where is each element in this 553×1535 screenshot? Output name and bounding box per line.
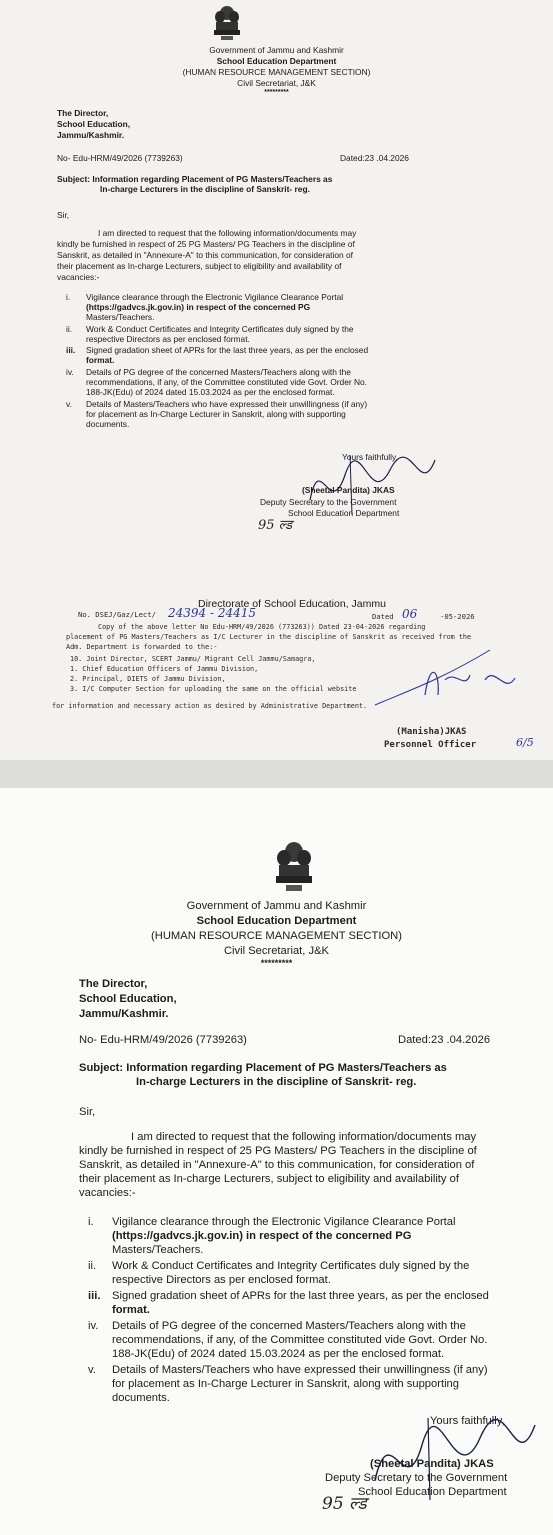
body-line: kindly be furnished in respect of 25 PG Masters/ PG Teachers in the discipline of [79,1145,477,1157]
item-line: Details of Masters/Teachers who have expressed their unwillingness (if any) [86,399,368,409]
item-line: respective Directors as per enclosed format. [86,334,250,344]
secretariat-name: Civil Secretariat, J&K [237,78,316,88]
signatory-department: School Education Department [288,508,400,518]
officer-initials: 6/5 [516,736,534,749]
copy-line: placement of PG Masters/Teachers as I/C Lecturer in the discipline of Sanskrit as received from the [66,633,472,641]
body-line: Sanskrit, as detailed in "Annexure-A" to this communication, for consideration of [79,1159,475,1171]
recipient-item: 3. I/C Computer Section for uploading the same on the official website [70,685,357,693]
subject-line-2: In-charge Lecturers in the discipline of Sanskrit- reg. [100,184,310,194]
subject-line-1: Subject: Information regarding Placement of PG Masters/Teachers as [57,174,333,184]
officer-name: (Manisha)JKAS [396,727,467,737]
government-name: Government of Jammu and Kashmir [209,45,344,55]
body-line: I am directed to request that the following information/documents may [131,1131,477,1143]
body-line: I am directed to request that the following information/documents may [98,228,357,238]
body-line: vacancies:- [79,1187,136,1199]
copy-line: Copy of the above letter No Edu-HRM/49/2026 (773263)) Dated 23-04-2026 regarding [98,623,426,631]
item-line: recommendations, if any, of the Committee constituted vide Govt. Order No. [112,1334,488,1346]
addressee-line: Jammu/Kashmir. [57,130,125,140]
salutation: Sir, [79,1106,96,1118]
subject-line-2: In-charge Lecturers in the discipline of Sanskrit- reg. [136,1076,417,1088]
item-line: documents. [86,419,130,429]
item-line: (https://gadvcs.jk.gov.in) in respect of the concerned PG [86,302,311,312]
item-line: Details of PG degree of the concerned Masters/Teachers along with the [86,367,351,377]
item-number: v. [66,399,72,409]
signatory-designation: Deputy Secretary to the Government [260,497,397,507]
endorsement-date-handwritten: 06 [402,607,418,621]
item-line: 188-JK(Edu) of 2024 dated 15.03.2024 as per the enclosed format. [86,387,335,397]
closing: Yours faithfully, [342,452,398,462]
state-emblem-icon [210,4,244,42]
section-name: (HUMAN RESOURCE MANAGEMENT SECTION) [151,930,402,942]
officer-signature-scribble [370,640,540,710]
signatory-initials: 95 ल्ड [322,1494,367,1514]
state-emblem-icon [271,840,317,894]
reference-number: No- Edu-HRM/49/2026 (7739263) [79,1034,247,1046]
addressee-line: School Education, [79,993,177,1005]
body-line: their placement as In-charge Lecturers, subject to eligibility and availability of [57,261,342,271]
signatory-name: (Sheetal Pandita) JKAS [302,485,395,495]
item-number: iii. [88,1290,101,1302]
recipient-item: 10. Joint Director, SCERT Jammu/ Migrant Cell Jammu/Samagra, [70,655,316,663]
recipient-item: 2. Principal, DIETS of Jammu Division, [70,675,226,683]
item-number: ii. [88,1260,97,1272]
item-number: i. [88,1216,94,1228]
item-line: Vigilance clearance through the Electronic Vigilance Clearance Portal [86,292,344,302]
endorsement-number-label: No. DSEJ/Gaz/Lect/ [78,610,156,619]
closing: Yours faithfully, [430,1415,505,1427]
signatory-department: School Education Department [358,1486,507,1498]
item-line: Details of Masters/Teachers who have expressed their unwillingness (if any) [112,1364,488,1376]
addressee-line: The Director, [57,108,109,118]
salutation: Sir, [57,210,70,220]
item-number: i. [66,292,71,302]
item-line: Work & Conduct Certificates and Integrity Certificates duly signed by the [112,1260,470,1272]
letter-page-scan-2 [0,788,553,1535]
body-line: kindly be furnished in respect of 25 PG Masters/ PG Teachers in the discipline of [57,239,355,249]
item-line: Signed gradation sheet of APRs for the last three years, as per the enclosed [86,345,369,355]
endorsement-footer: for information and necessary action as desired by Administrative Department. [52,702,368,710]
item-line: format. [86,355,115,365]
item-line: Signed gradation sheet of APRs for the last three years, as per the enclosed [112,1290,489,1302]
item-line: for placement as In-Charge Lecturer in Sanskrit, along with supporting [112,1378,459,1390]
item-line: Masters/Teachers. [86,312,155,322]
item-number: iv. [88,1320,99,1332]
letter-page-scan-1 [0,0,553,760]
endorsement-dated-label: Dated [372,612,394,621]
item-line: for placement as In-Charge Lecturer in Sanskrit, along with supporting [86,409,346,419]
item-line: Vigilance clearance through the Electronic Vigilance Clearance Portal [112,1216,456,1228]
subject-line-1: Subject: Information regarding Placement of PG Masters/Teachers as [79,1062,447,1074]
item-line: Masters/Teachers. [112,1244,204,1256]
reference-number: No- Edu-HRM/49/2026 (7739263) [57,153,183,163]
item-number: ii. [66,324,73,334]
addressee-line: Jammu/Kashmir. [79,1008,169,1020]
item-line: Details of PG degree of the concerned Masters/Teachers along with the [112,1320,466,1332]
copy-line: Adm. Department is forwarded to the:- [66,643,218,651]
signatory-name: (Sheetal Pandita) JKAS [370,1458,494,1470]
item-line: 188-JK(Edu) of 2024 dated 15.03.2024 as per the enclosed format. [112,1348,445,1360]
endorsement-number-handwritten: 24394 - 24415 [168,606,257,620]
addressee-line: School Education, [57,119,131,129]
body-line: Sanskrit, as detailed in "Annexure-A" to this communication, for consideration of [57,250,353,260]
body-line: their placement as In-charge Lecturers, subject to eligibility and availability of [79,1173,459,1185]
item-number: iii. [66,345,76,355]
reference-date: Dated:23 .04.2026 [398,1034,491,1046]
item-line: Work & Conduct Certificates and Integrity Certificates duly signed by the [86,324,354,334]
signatory-designation: Deputy Secretary to the Government [325,1472,508,1484]
item-line: format. [112,1304,150,1316]
item-number: v. [88,1364,96,1376]
department-name: School Education Department [196,915,357,927]
header-stars: ********* [264,89,289,96]
page-separator [0,760,553,788]
addressee-line: The Director, [79,978,148,990]
item-line: recommendations, if any, of the Committee constituted vide Govt. Order No. [86,377,367,387]
header-stars: ********* [260,958,293,968]
item-line: documents. [112,1392,170,1404]
secretariat-name: Civil Secretariat, J&K [223,945,330,957]
department-name: School Education Department [216,56,337,66]
signatory-initials: 95 ल्ड [258,518,293,533]
officer-designation: Personnel Officer [384,740,477,750]
recipient-item: 1. Chief Education Officers of Jammu Division, [70,665,259,673]
endorsement-date-suffix: -05-2026 [440,612,475,621]
body-line: vacancies:- [57,272,100,282]
reference-date: Dated:23 .04.2026 [340,153,409,163]
item-line: respective Directors as per enclosed format. [112,1274,331,1286]
government-name: Government of Jammu and Kashmir [186,900,367,912]
section-name: (HUMAN RESOURCE MANAGEMENT SECTION) [182,67,371,77]
item-line: (https://gadvcs.jk.gov.in) in respect of the concerned PG [112,1230,412,1242]
item-number: iv. [66,367,74,377]
endorsement-title: Directorate of School Education, Jammu [198,598,386,610]
